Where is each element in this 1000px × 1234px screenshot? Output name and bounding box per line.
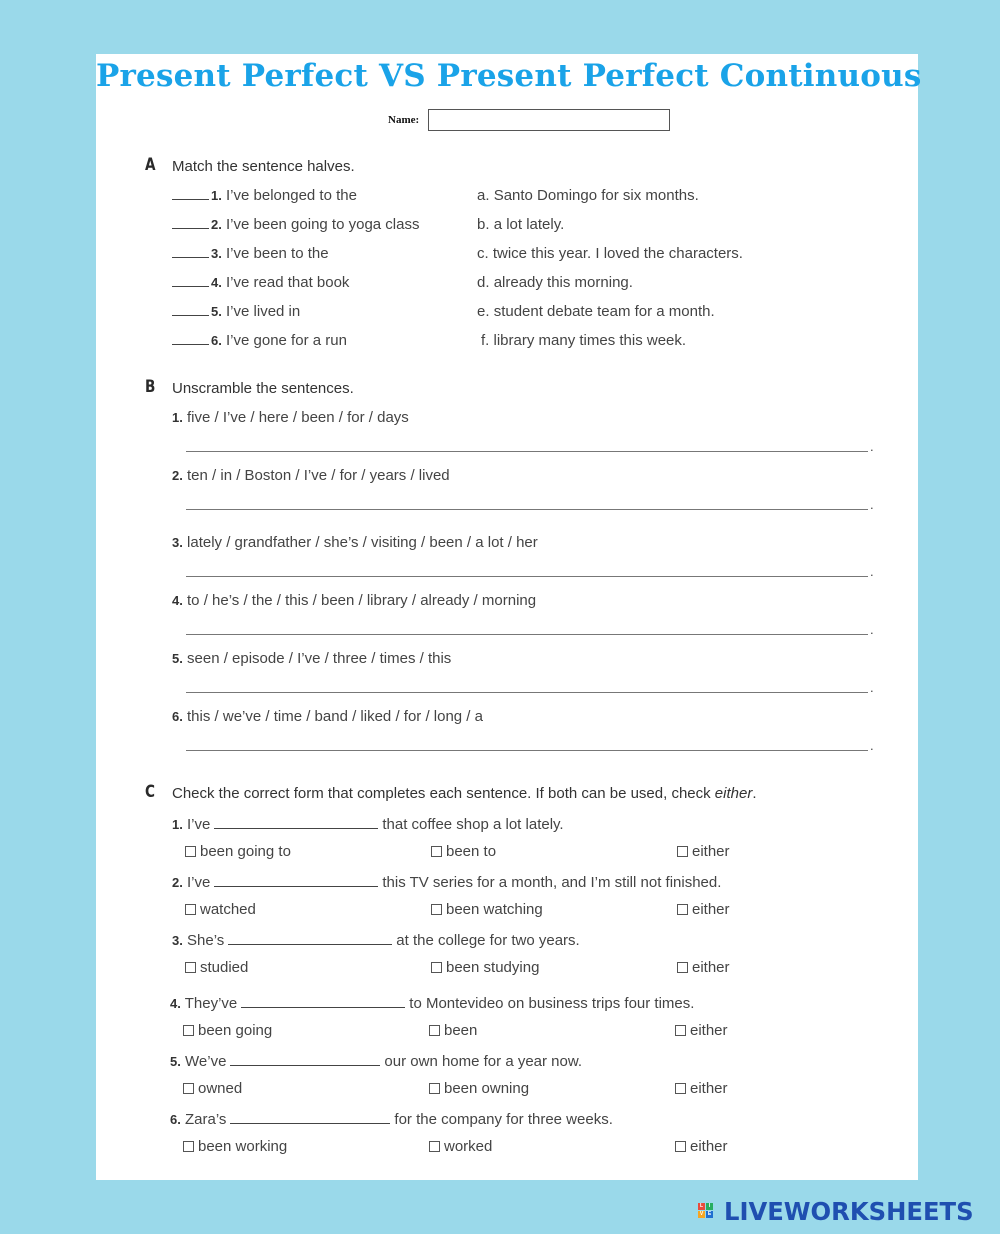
section-b-instruction: Unscramble the sentences. bbox=[172, 380, 354, 397]
unscramble-prompt-2: 2. ten / in / Boston / I’ve / for / years / lived bbox=[172, 467, 450, 484]
checkbox[interactable] bbox=[431, 904, 442, 915]
checkbox[interactable] bbox=[677, 962, 688, 973]
answer-period: . bbox=[870, 622, 874, 637]
option-1a[interactable]: been going to bbox=[185, 843, 291, 860]
checkbox[interactable] bbox=[677, 846, 688, 857]
logo-text: LIVEWORKSHEETS bbox=[724, 1197, 974, 1226]
checkbox[interactable] bbox=[183, 1025, 194, 1036]
match-option-c: c. twice this year. I loved the characters. bbox=[477, 245, 743, 262]
sentence-blank bbox=[230, 1109, 390, 1124]
match-item-5[interactable]: 5. I’ve lived in bbox=[172, 303, 300, 320]
option-6b[interactable]: worked bbox=[429, 1138, 492, 1155]
unscramble-prompt-6: 6. this / we’ve / time / band / liked / for / long / a bbox=[172, 708, 483, 725]
check-sentence-4: 4. They’ve to Montevideo on business trips four times. bbox=[170, 995, 695, 1012]
match-blank[interactable] bbox=[172, 256, 209, 258]
checkbox[interactable] bbox=[429, 1141, 440, 1152]
check-sentence-2: 2. I’ve this TV series for a month, and I’m still not finished. bbox=[172, 874, 722, 891]
match-blank[interactable] bbox=[172, 227, 209, 229]
unscramble-answer-3[interactable] bbox=[186, 559, 868, 577]
unscramble-answer-4[interactable] bbox=[186, 617, 868, 635]
match-item-1[interactable]: 1. I’ve belonged to the bbox=[172, 187, 357, 204]
logo-blocks-icon: L I V E bbox=[699, 1203, 712, 1217]
option-2c[interactable]: either bbox=[677, 901, 730, 918]
match-option-a: a. Santo Domingo for six months. bbox=[477, 187, 699, 204]
answer-period: . bbox=[870, 497, 874, 512]
check-sentence-3: 3. She’s at the college for two years. bbox=[172, 932, 580, 949]
option-4a[interactable]: been going bbox=[183, 1022, 272, 1039]
option-5b[interactable]: been owning bbox=[429, 1080, 529, 1097]
option-2a[interactable]: watched bbox=[185, 901, 256, 918]
sentence-blank bbox=[228, 930, 392, 945]
checkbox[interactable] bbox=[183, 1141, 194, 1152]
match-item-3[interactable]: 3. I’ve been to the bbox=[172, 245, 329, 262]
unscramble-prompt-4: 4. to / he’s / the / this / been / library / already / morning bbox=[172, 592, 537, 609]
name-label: Name: bbox=[388, 114, 420, 126]
unscramble-prompt-1: 1. five / I’ve / here / been / for / days bbox=[172, 409, 409, 426]
option-4b[interactable]: been bbox=[429, 1022, 477, 1039]
answer-period: . bbox=[870, 738, 874, 753]
worksheet-title: Present Perfect VS Present Perfect Continuous bbox=[96, 58, 922, 94]
option-3a[interactable]: studied bbox=[185, 959, 248, 976]
match-blank[interactable] bbox=[172, 314, 209, 316]
check-sentence-6: 6. Zara’s for the company for three weeks. bbox=[170, 1111, 613, 1128]
answer-period: . bbox=[870, 564, 874, 579]
sentence-blank bbox=[214, 814, 378, 829]
unscramble-answer-5[interactable] bbox=[186, 675, 868, 693]
worksheet bbox=[96, 54, 922, 1180]
name-input[interactable] bbox=[428, 109, 670, 131]
option-5a[interactable]: owned bbox=[183, 1080, 242, 1097]
match-blank[interactable] bbox=[172, 198, 209, 200]
sentence-blank bbox=[241, 993, 405, 1008]
match-option-b: b. a lot lately. bbox=[477, 216, 565, 233]
unscramble-prompt-5: 5. seen / episode / I’ve / three / times / this bbox=[172, 650, 452, 667]
option-1c[interactable]: either bbox=[677, 843, 730, 860]
unscramble-answer-6[interactable] bbox=[186, 733, 868, 751]
match-item-6[interactable]: 6. I’ve gone for a run bbox=[172, 332, 347, 349]
answer-period: . bbox=[870, 439, 874, 454]
match-blank[interactable] bbox=[172, 343, 209, 345]
checkbox[interactable] bbox=[185, 962, 196, 973]
match-item-2[interactable]: 2. I’ve been going to yoga class bbox=[172, 216, 419, 233]
checkbox[interactable] bbox=[429, 1083, 440, 1094]
section-c-letter: C bbox=[145, 782, 155, 802]
checkbox[interactable] bbox=[431, 962, 442, 973]
sentence-blank bbox=[214, 872, 378, 887]
match-item-4[interactable]: 4. I’ve read that book bbox=[172, 274, 349, 291]
option-3c[interactable]: either bbox=[677, 959, 730, 976]
checkbox[interactable] bbox=[429, 1025, 440, 1036]
option-2b[interactable]: been watching bbox=[431, 901, 543, 918]
match-blank[interactable] bbox=[172, 285, 209, 287]
unscramble-answer-2[interactable] bbox=[186, 492, 868, 510]
checkbox[interactable] bbox=[677, 904, 688, 915]
check-sentence-1: 1. I’ve that coffee shop a lot lately. bbox=[172, 816, 564, 833]
match-option-e: e. student debate team for a month. bbox=[477, 303, 715, 320]
checkbox[interactable] bbox=[675, 1083, 686, 1094]
section-a-letter: A bbox=[145, 155, 156, 175]
option-6a[interactable]: been working bbox=[183, 1138, 287, 1155]
option-6c[interactable]: either bbox=[675, 1138, 728, 1155]
section-a-instruction: Match the sentence halves. bbox=[172, 158, 355, 175]
checkbox[interactable] bbox=[675, 1141, 686, 1152]
checkbox[interactable] bbox=[431, 846, 442, 857]
checkbox[interactable] bbox=[183, 1083, 194, 1094]
section-b-letter: B bbox=[145, 377, 156, 397]
checkbox[interactable] bbox=[675, 1025, 686, 1036]
answer-period: . bbox=[870, 680, 874, 695]
unscramble-prompt-3: 3. lately / grandfather / she’s / visiting / been / a lot / her bbox=[172, 534, 538, 551]
option-1b[interactable]: been to bbox=[431, 843, 496, 860]
checkbox[interactable] bbox=[185, 904, 196, 915]
match-option-d: d. already this morning. bbox=[477, 274, 633, 291]
option-3b[interactable]: been studying bbox=[431, 959, 539, 976]
checkbox[interactable] bbox=[185, 846, 196, 857]
option-5c[interactable]: either bbox=[675, 1080, 728, 1097]
check-sentence-5: 5. We’ve our own home for a year now. bbox=[170, 1053, 583, 1070]
match-option-f: f. library many times this week. bbox=[481, 332, 687, 349]
option-4c[interactable]: either bbox=[675, 1022, 728, 1039]
section-c-instruction: Check the correct form that completes each sentence. If both can be used, check either. bbox=[172, 785, 757, 802]
sentence-blank bbox=[230, 1051, 380, 1066]
unscramble-answer-1[interactable] bbox=[186, 434, 868, 452]
